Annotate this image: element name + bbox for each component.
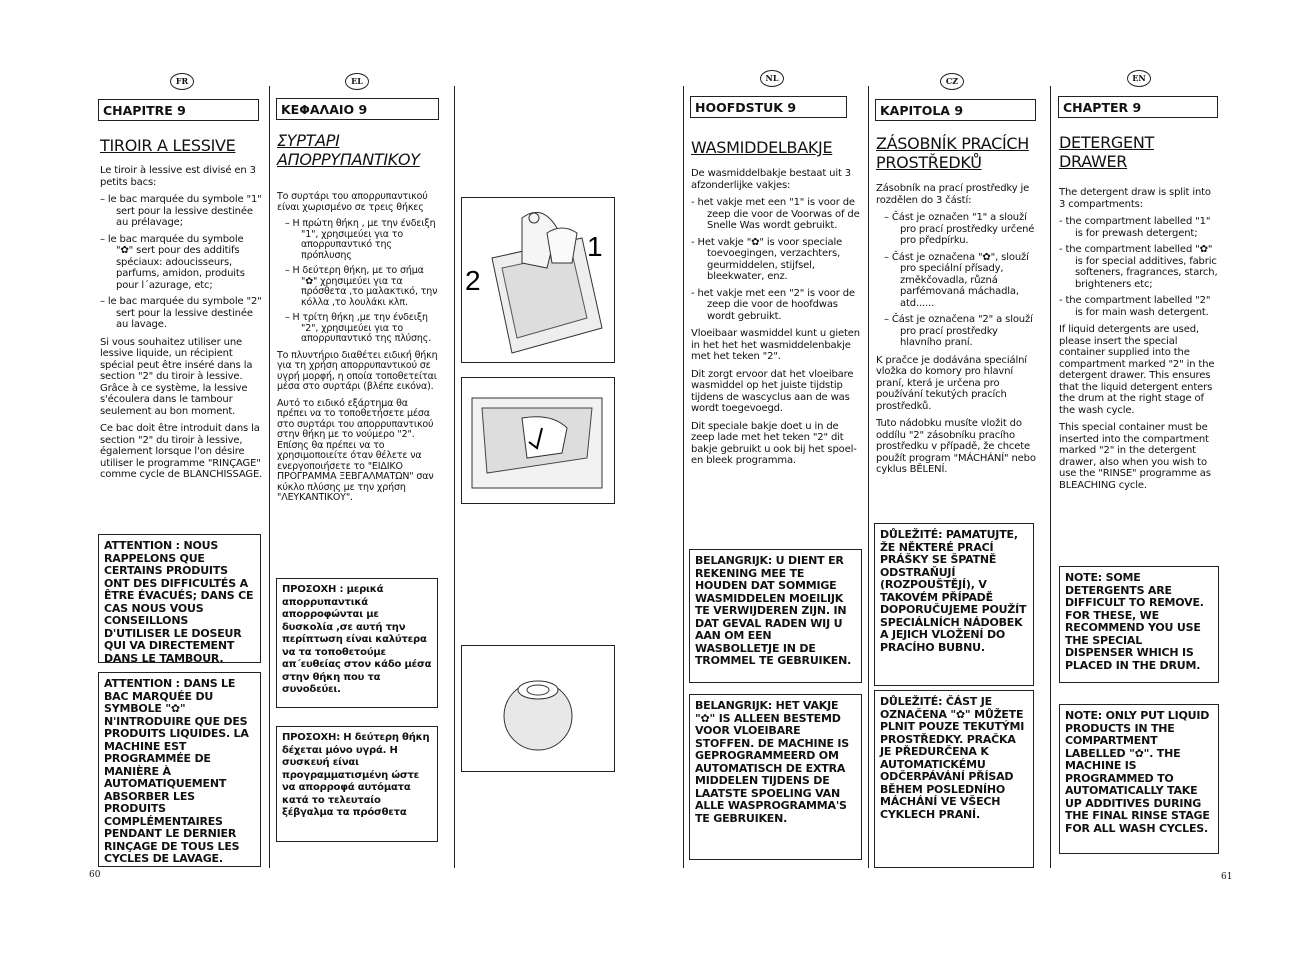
- lang-badge-cz: CZ: [940, 73, 964, 90]
- warning-box-el-2: ΠΡΟΣΟΧΗ: Η δεύτερη θήκη δέχεται μόνο υγρά. Η συσκευή είναι προγραμματισμένη ώστε να απορροφά αυτόματα κατά το τελευταίο ξέβγαλμα τα πρόσθετα: [276, 726, 438, 842]
- list-item: - het vakje met een "2" is voor de zeep die voor de hoofdwas wordt gebruikt.: [691, 287, 855, 322]
- paragraph: Si vous souhaitez utiliser une lessive liquide, un récipient spécial peut être inséré dans la section "2" du tiroir à lessive. Grâce à ce système, la lessive s'écoulera dans le tambour seulement au bon moment.: [100, 336, 253, 417]
- warning-box-fr-2: ATTENTION : DANS LE BAC MARQUÉE DU SYMBOLE "✿" N'INTRODUIRE QUE DES PRODUITS LIQUIDES. LA MACHINE EST PROGRAMMÉE DE MANIÈRE À AUTOMATIQUEMENT ABSORBER LES PRODUITS COMPLÉMENTAIRES PENDANT LE DERNIER RINÇAGE DE TOUS LES CYCLES DE LAVAGE.: [98, 672, 261, 867]
- chapter-heading-el: ΚΕΦΑΛΑΙΟ 9: [276, 98, 439, 120]
- list-item: – le bac marquée du symbole "✿" sert pour des additifs spéciaux: adoucisseurs, parfums, amidon, produits pour l´azurage, etc;: [100, 233, 245, 291]
- column-divider: [868, 86, 869, 868]
- paragraph: If liquid detergents are used, please insert the special container supplied into the compartment marked "2" in the detergent drawer. This ensures that the liquid detergent enters the drum at the right stage of the wash cycle.: [1059, 324, 1215, 416]
- list-item: – Část je označena "2" a slouží pro prací prostředky hlavního praní.: [884, 314, 1033, 348]
- paragraph: K pračce je dodávána speciální vložka do komory pro hlavní praní, která je určena pro používání tekutých pracích prostředků.: [876, 354, 1027, 412]
- list-item: – Η πρώτη θήκη , με την ένδειξη "1", χρησιμεύει για το απορρυπαντικό της πρόπλυσης: [285, 218, 436, 261]
- list-item: – Η τρίτη θήκη ,με την ένδειξη "2", χρησιμεύει για το απορρυπαντικό της πλύσης.: [285, 312, 432, 344]
- figure-liquid-container: [461, 377, 615, 504]
- lang-badge-fr: FR: [170, 73, 194, 90]
- paragraph: Tuto nádobku musíte vložit do oddílu "2" zásobníku pracího prostředku v případě, že chcete použít program "MÁCHÁNÍ" nebo cyklus BĚLENÍ.: [876, 418, 1036, 475]
- column-divider: [269, 86, 270, 868]
- liquid-container-illustration: [462, 378, 614, 503]
- warning-box-cz-2: DŮLEŽITÉ: ČÁST JE OZNAČENA "✿" MŮŽETE PLNIT POUZE TEKUTÝMI PROSTŘEDKY. PRAČKA JE PŘEDURČENA K AUTOMATICKÉMU ODČERPÁVÁNÍ PŘÍSAD BĚHEM POSLEDNÍHO MÁCHÁNÍ VE VŠECH CYKLECH PRANÍ.: [874, 690, 1034, 868]
- section-title-en: DETERGENT DRAWER: [1059, 133, 1154, 171]
- section-title-fr: TIROIR A LESSIVE: [100, 136, 236, 155]
- lang-badge-el: EL: [345, 73, 369, 90]
- paragraph: This special container must be inserted into the compartment marked "2" in the detergent drawer, also when you wish to use the "RINSE" programme as BLEACHING cycle.: [1059, 422, 1211, 491]
- page-number-right: 61: [1221, 872, 1233, 882]
- intro-el: Το συρτάρι του απορρυπαντικού είναι χωρισμένο σε τρεις θήκες: [277, 191, 428, 213]
- paragraph: Αυτό το ειδικό εξάρτημα θα πρέπει να το τοποθετήσετε μέσα στο συρτάρι του απορρυπαντικού στην θήκη με το νούμερο "2". Επίσης θα πρέπει να το χρησιμοποιείτε όταν θέλετε να ενεργοποιήσετε το "ΕΙΔΙΚΟ ΠΡΟΓΡΑΜΜΑ ΞΕΒΓΑΛΜΑΤΩΝ" σαν κύκλο πλύσης με την χρήση "ΛΕΥΚΑΝΤΙΚΟΥ".: [277, 397, 434, 503]
- warning-box-nl-2: BELANGRIJK: HET VAKJE "✿" IS ALLEEN BESTEMD VOOR VLOEIBARE STOFFEN. DE MACHINE IS GEPROGRAMMEERD OM AUTOMATISCH DE EXTRA MIDDELEN TIJDENS DE LAATSTE SPOELING VAN ALLE WASPROGRAMMA'S TE GEBRUIKEN.: [689, 694, 862, 860]
- list-item: - het vakje met een "1" is voor de zeep die voor de Voorwas of de Snelle Was wordt gebruikt.: [691, 197, 860, 231]
- list-item: - Het vakje "✿" is voor speciale toevoegingen, verzachters, geurmiddelen, stijfsel, bleekwater, enz.: [691, 236, 843, 282]
- dosing-ball-illustration: [462, 646, 614, 771]
- warning-box-fr-1: ATTENTION : NOUS RAPPELONS QUE CERTAINS PRODUITS ONT DES DIFFICULTÉS A ÊTRE ÉVACUÉS; DANS CE CAS NOUS VOUS CONSEILLONS D'UTILISER LE DOSEUR QUI VA DIRECTEMENT DANS LE TAMBOUR.: [98, 534, 261, 663]
- intro-en: The detergent draw is split into 3 compartments:: [1059, 187, 1211, 210]
- intro-cz: Zásobník na prací prostředky je rozdělen do 3 částí:: [876, 183, 1030, 206]
- paragraph: Ce bac doit être introduit dans la section "2" du tiroir à lessive, également lorsque l'on désire utiliser le programme "RINÇAGE" comme cycle de BLANCHISSAGE.: [100, 423, 263, 480]
- figure-drawer-filling: [461, 197, 615, 363]
- figure-dosing-ball: [461, 645, 615, 772]
- chapter-heading-en: CHAPTER 9: [1058, 96, 1218, 118]
- lang-badge-nl: NL: [760, 70, 784, 87]
- intro-nl: De wasmiddelbakje bestaat uit 3 afzonderlijke vakjes:: [691, 168, 851, 191]
- page-number-left: 60: [89, 870, 101, 880]
- warning-box-el-1: ΠΡΟΣΟΧΗ : μερικά απορρυπαντικά απορροφώνται με δυσκολία ,σε αυτή την περίπτωση είναι καλύτερα να τα τοποθετούμε απ΄ευθείας στον κάδο μέσα στην θήκη που τα συνοδεύει.: [276, 578, 438, 708]
- figure-label-2: 2: [465, 265, 481, 296]
- body-text-el: [277, 192, 440, 510]
- section-title-nl: WASMIDDELBAKJE: [691, 138, 833, 157]
- paragraph: Το πλυντήριο διαθέτει ειδική θήκη για τη χρήση απορρυπαντικού σε υγρή μορφή, η οποία τοποθετείται μέσα στο συρτάρι (βλέπε εικόνα).: [277, 349, 438, 392]
- body-text-en: [1059, 187, 1220, 497]
- list-item: – Η δεύτερη θήκη, με το σήμα "✿" χρησιμεύει για τα πρόσθετα ,το μαλακτικό, την κόλλα ,το λουλάκι κλπ.: [285, 265, 438, 308]
- list-item: – Část je označena "✿", slouží pro speciální přísady, změkčovadla, různá parfémovaná máchadla, atd......: [884, 251, 1029, 309]
- body-text-fr: [100, 165, 263, 487]
- warning-box-en-1: NOTE: SOME DETERGENTS ARE DIFFICULT TO REMOVE. FOR THESE, WE RECOMMEND YOU USE THE SPECIAL DISPENSER WHICH IS PLACED IN THE DRUM.: [1059, 566, 1219, 683]
- column-divider: [454, 86, 455, 868]
- chapter-heading-nl: HOOFDSTUK 9: [690, 96, 847, 118]
- figure-label-1: 1: [587, 231, 603, 262]
- warning-box-nl-1: BELANGRIJK: U DIENT ER REKENING MEE TE HOUDEN DAT SOMMIGE WASMIDDELEN MOEILIJK TE VERWIJDEREN ZIJN. IN DAT GEVAL RADEN WIJ U AAN OM EEN WASBOLLETJE IN DE TROMMEL TE GEBRUIKEN.: [689, 549, 862, 683]
- list-item: – le bac marquée du symbole "2" sert pour la lessive destinée au lavage.: [100, 296, 262, 330]
- chapter-heading-fr: CHAPITRE 9: [98, 99, 259, 121]
- warning-box-cz-1: DŮLEŽITÉ: PAMATUJTE, ŽE NĚKTERÉ PRACÍ PRÁŠKY SE ŠPATNĚ ODSTRAŇUJÍ (ROZPOUŠTĚJÍ), V TAKOVÉM PŘÍPADĚ DOPORUČUJEME POUŽÍT SPECIÁLNÍCH NÁDOBEK A JEJICH VLOŽENÍ DO PRACÍHO BUBNU.: [874, 523, 1034, 686]
- column-divider: [1050, 86, 1051, 868]
- section-title-cz: ZÁSOBNÍK PRACÍCH PROSTŘEDKŮ: [876, 134, 1029, 172]
- chapter-heading-cz: KAPITOLA 9: [875, 99, 1036, 121]
- body-text-cz: [876, 183, 1041, 482]
- list-item: - the compartment labelled "2" is for main wash detergent.: [1059, 295, 1211, 318]
- list-item: - the compartment labelled "1" is for prewash detergent;: [1059, 216, 1211, 239]
- lang-badge-en: EN: [1127, 70, 1151, 87]
- intro-fr: Le tiroir à lessive est divisé en 3 petits bacs:: [100, 165, 256, 188]
- warning-box-en-2: NOTE: ONLY PUT LIQUID PRODUCTS IN THE COMPARTMENT LABELLED "✿". THE MACHINE IS PROGRAMMED TO AUTOMATICALLY TAKE UP ADDITIVES DURING THE FINAL RINSE STAGE FOR ALL WASH CYCLES.: [1059, 704, 1219, 854]
- paragraph: Vloeibaar wasmiddel kunt u gieten in het het het wasmiddelenbakje met het teken "2".: [691, 328, 860, 362]
- list-item: - the compartment labelled "✿" is for special additives, fabric softeners, fragrances, starch, brighteners etc;: [1059, 244, 1218, 290]
- column-divider: [683, 86, 684, 868]
- drawer-filling-illustration: [462, 198, 614, 362]
- paragraph: Dit speciale bakje doet u in de zeep lade met het teken "2" dit bakje gebruikt u ook bij het spoel- en bleek programma.: [691, 420, 857, 466]
- list-item: – le bac marquée du symbole "1" sert pour la lessive destinée au prélavage;: [100, 194, 262, 228]
- body-text-nl: [691, 168, 862, 473]
- paragraph: Dit zorgt ervoor dat het vloeibare wasmiddel op het juiste tijdstip tijdens de wascyclus aan de was wordt toegevoegd.: [691, 368, 854, 414]
- section-title-el: ΣΥΡΤΑΡΙ ΑΠΟΡΡΥΠΑΝΤΙΚΟΥ: [277, 131, 420, 169]
- list-item: – Část je označen "1" a slouží pro prací prostředky určené pro předpírku.: [884, 212, 1035, 246]
